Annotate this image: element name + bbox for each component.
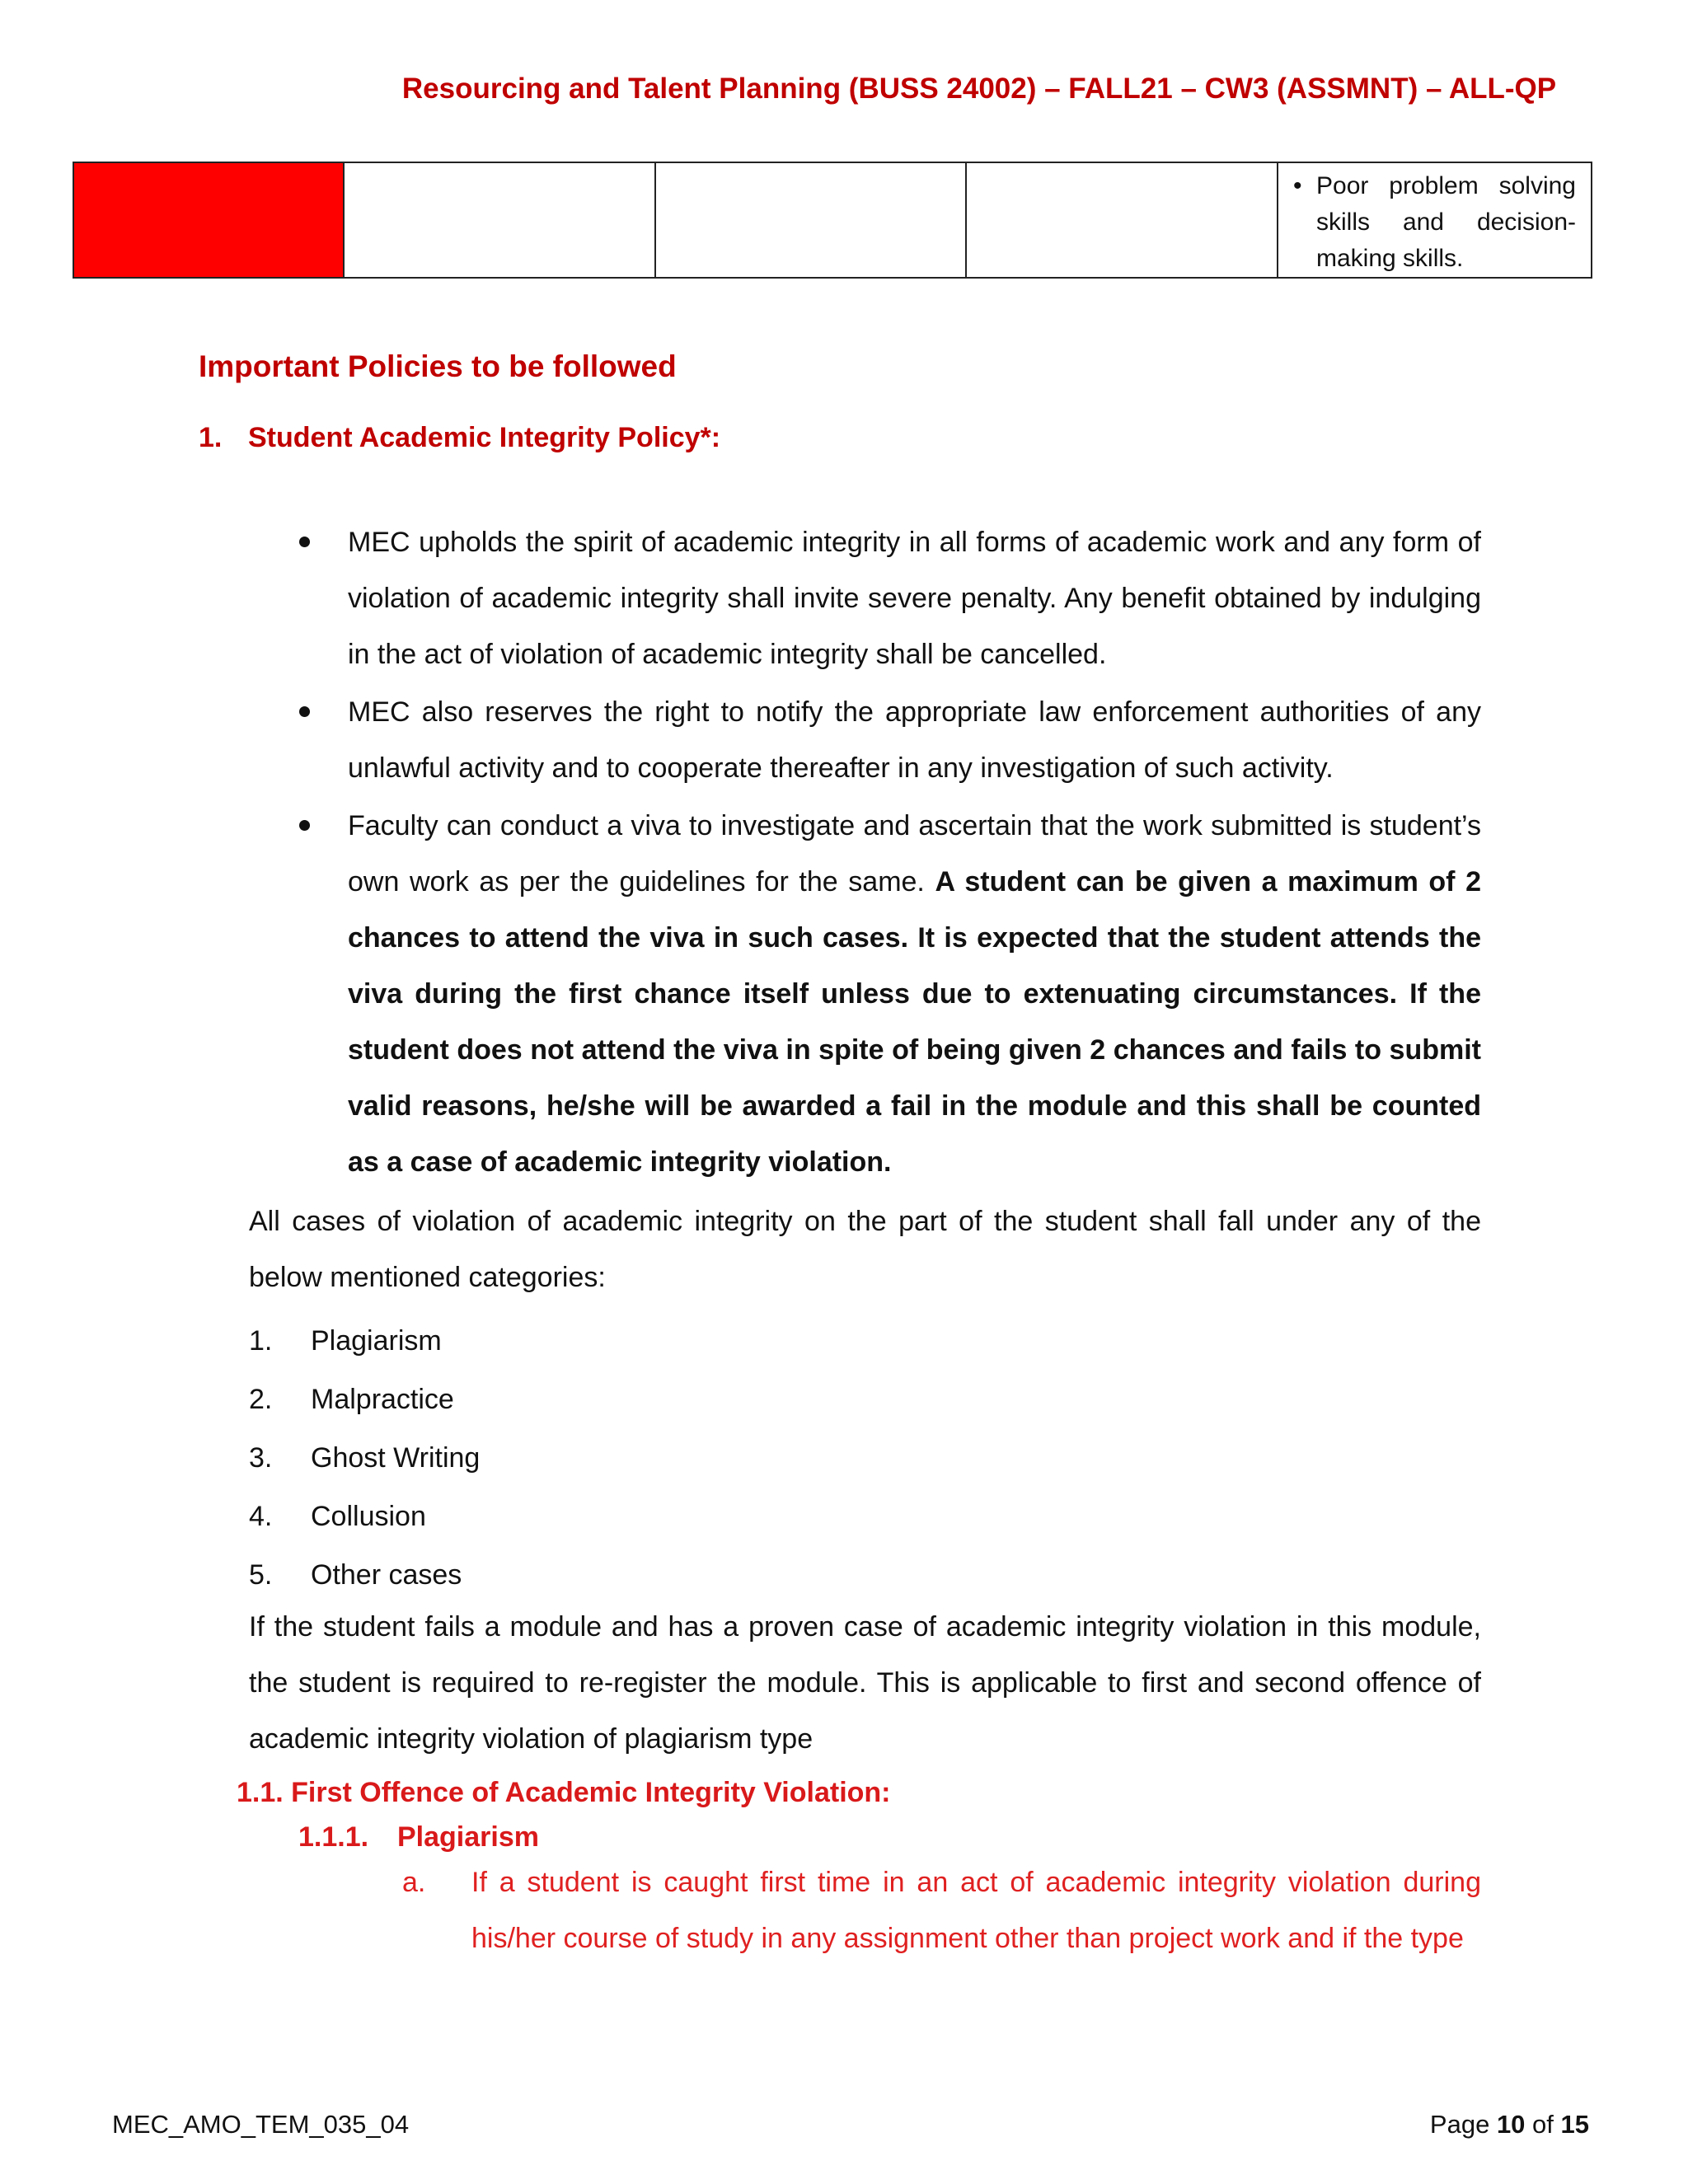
item-label: Ghost Writing (311, 1442, 481, 1474)
page-total: 15 (1560, 2110, 1589, 2139)
list-item (249, 1371, 480, 1429)
list-item (249, 1429, 480, 1488)
page-current: 10 (1496, 2110, 1526, 2139)
red-grade-cell (73, 162, 344, 278)
table-row (73, 162, 1592, 278)
bullet-text: Faculty can conduct a viva to investigate and ascertain that the work submitted is student’s own work as per the guidelines for the same. (348, 810, 1481, 898)
first-offence-heading: 1.1. First Offence of Academic Integrity Violation: (237, 1777, 891, 1808)
list-item (293, 684, 1481, 796)
item-label: Collusion (311, 1501, 426, 1532)
plagiarism-item-a (402, 1854, 1481, 1966)
item-text: If a student is caught first time in an act of academic integrity violation during his/her course of study in any assignment other than project work and if the type (471, 1867, 1481, 1954)
policy-bullet-list (293, 514, 1481, 1192)
list-item (249, 1312, 480, 1371)
item-number: 5. (249, 1559, 273, 1591)
empty-cell (966, 162, 1278, 278)
categories-intro: All cases of violation of academic integrity on the part of the student shall fall under any of the below mentioned categories: (249, 1206, 1481, 1293)
bullet-icon: • (1293, 172, 1302, 199)
section-number: 1. (199, 422, 223, 453)
bullet-text: MEC upholds the spirit of academic integrity in all forms of academic work and any form of violation of academic integrity shall invite severe penalty. Any benefit obtained by indulging in the act of violation of academic integrity shall be cancelled. (348, 527, 1481, 670)
plagiarism-subheading (298, 1821, 539, 1854)
policies-heading: Important Policies to be followed (199, 349, 677, 383)
criteria-bullet (1293, 168, 1576, 277)
footer-page-number (1430, 2110, 1589, 2139)
footer-doc-code: MEC_AMO_TEM_035_04 (112, 2110, 410, 2139)
list-item (293, 798, 1481, 1190)
item-letter: a. (402, 1867, 426, 1898)
item-number: 2. (249, 1384, 273, 1415)
item-number: 1. (249, 1325, 273, 1357)
criteria-text: Poor problem solving skills and decision-making skills. (1316, 172, 1576, 272)
empty-cell (344, 162, 655, 278)
page-prefix: Page (1429, 2110, 1497, 2139)
item-number: 4. (249, 1501, 273, 1532)
item-number: 3. (249, 1442, 273, 1474)
rubric-table-row (73, 162, 1592, 279)
item-label: Plagiarism (311, 1325, 442, 1357)
categories-list (249, 1312, 480, 1605)
item-label: Malpractice (311, 1384, 454, 1415)
page-separator: of (1525, 2110, 1561, 2139)
empty-cell (655, 162, 966, 278)
criteria-cell (1278, 162, 1592, 278)
bullet-text: MEC also reserves the right to notify the appropriate law enforcement authorities of any unlawful activity and to cooperate thereafter in any investigation of such activity. (348, 696, 1481, 784)
item-label: Other cases (311, 1559, 462, 1591)
section-title: Student Academic Integrity Policy*: (248, 422, 721, 453)
list-item (293, 514, 1481, 682)
document-header-title: Resourcing and Talent Planning (BUSS 24002) – FALL21 – CW3 (ASSMNT) – ALL-QP (401, 73, 1557, 105)
subsection-title: Plagiarism (397, 1821, 539, 1853)
section-heading (199, 422, 720, 454)
list-item (249, 1488, 480, 1546)
subsection-number: 1.1.1. (298, 1821, 369, 1853)
bullet-bold-text: A student can be given a maximum of 2 chances to attend the viva in such cases. It is expected that the student attends the viva during the first chance itself unless due to extenuating circumstances. If the student does not attend the viva in spite of being given 2 chances and fails to submit valid reasons, he/she will be awarded a fail in the module and this shall be counted as a case of academic integrity violation. (348, 866, 1481, 1178)
list-item (249, 1546, 480, 1605)
reregister-paragraph: If the student fails a module and has a proven case of academic integrity violation in this module, the student is required to re-register the module. This is applicable to first and second offence of academic integrity violation of plagiarism type (249, 1611, 1481, 1755)
